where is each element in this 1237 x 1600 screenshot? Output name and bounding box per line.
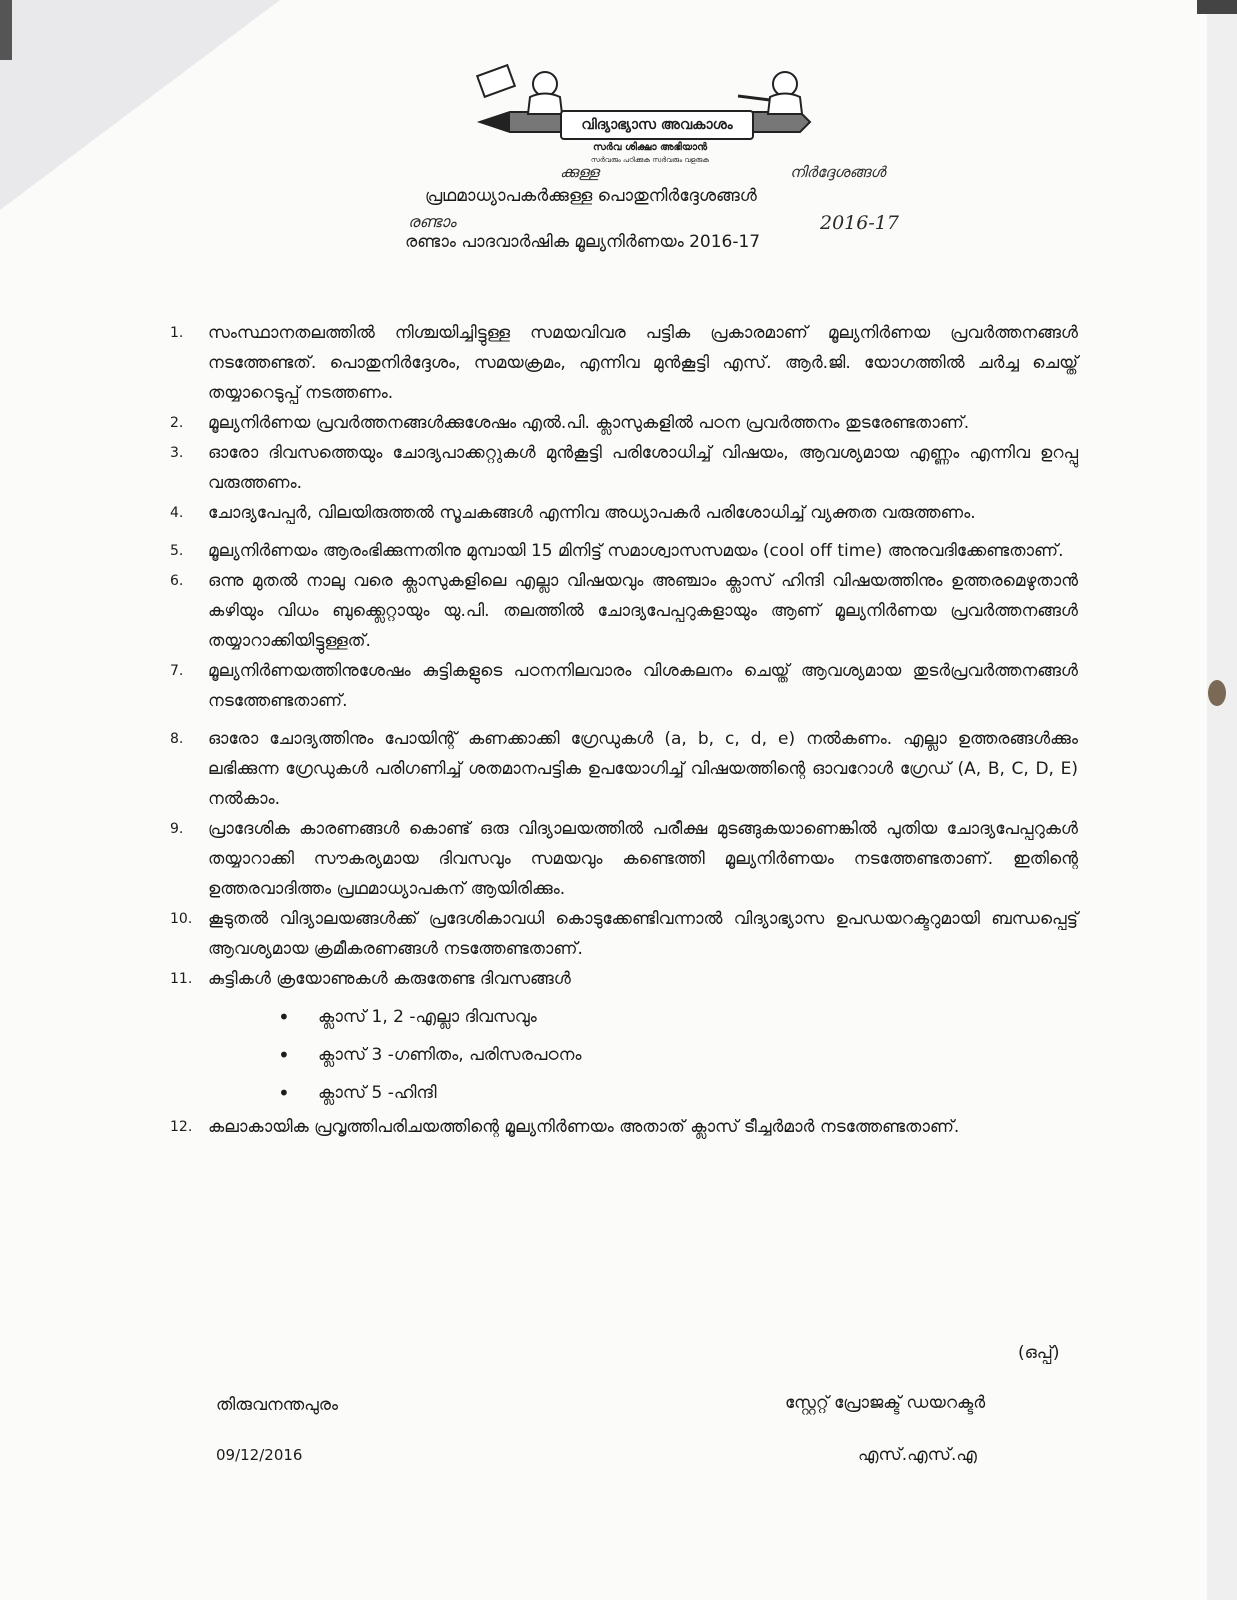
document-date: 09/12/2016 [216,1446,303,1464]
item-text: മൂല്യനിർണയം ആരംഭിക്കുന്നതിനു മുമ്പായി 15 മിനിട്ട് സമാശ്വാസസമയം (cool off time) അനുവദിക്കേണ്ടതാണ്. [208,541,1064,561]
list-item [170,1112,1078,1142]
item-text: ഒന്നു മുതൽ നാലു വരെ ക്ലാസുകളിലെ എല്ലാ വിഷയവും അഞ്ചാം ക്ലാസ് ഹിന്ദി വിഷയത്തിനും ഉത്തരമെഴുതാൻ കഴിയും വിധം ബുക്ക്ലെറ്റായും യു.പി. തലത്തിൽ ചോദ്യപേപ്പറുകളായും ആണ് മൂല്യനിർണയ പ്രവർത്തനങ്ങൾ തയ്യാറാക്കിയിട്ടുള്ളത്. [208,571,1078,651]
ssa-logo [470,62,830,174]
crayon-days-list [278,998,1078,1112]
item-number: 1. [170,325,184,341]
item-text: മൂല്യനിർണയ പ്രവർത്തനങ്ങൾക്കുശേഷം എൽ.പി. ക്ലാസുകളിൽ പഠന പ്രവർത്തനം തുടരേണ്ടതാണ്. [208,413,970,433]
item-number: 12. [170,1119,193,1135]
document-title: പ്രഥമാധ്യാപകർക്കുള്ള പൊതുനിർദ്ദേശങ്ങൾ [425,186,757,206]
item-text: കൂടുതൽ വിദ്യാലയങ്ങൾക്ക് പ്രദേശികാവധി കൊടുക്കേണ്ടിവന്നാൽ വിദ്യാഭ്യാസ ഉപഡയറക്ടറുമായി ബന്ധപ്പെട്ട് ആവശ്യമായ ക്രമീകരണങ്ങൾ നടത്തേണ്ടതാണ്. [208,909,1078,959]
item-text: കലാകായിക പ്രവൃത്തിപരിചയത്തിന്റെ മൂല്യനിർണയം അതാത് ക്ലാസ് ടീച്ചർമാർ നടത്തേണ്ടതാണ്. [208,1117,960,1137]
document-subtitle: രണ്ടാം പാദവാർഷിക മൂല്യനിർണയം 2016-17 [405,232,761,252]
logo-text: വിദ്യാഭ്യാസ അവകാശം [560,110,754,140]
item-number: 7. [170,663,184,679]
list-item [170,904,1078,964]
scan-mark [0,0,12,60]
item-text: ഓരോ ചോദ്യത്തിനും പോയിന്റ് കണക്കാക്കി ഗ്രേഡുകൾ (a, b, c, d, e) നൽകണം. എല്ലാ ഉത്തരങ്ങൾക്കും ലഭിക്കുന്ന ഗ്രേഡുകൾ പരിഗണിച്ച് ശതമാനപട്ടിക ഉപയോഗിച്ച് വിഷയത്തിന്റെ ഓവറോൾ ഗ്രേഡ് (A, B, C, D, E) നൽകാം. [208,729,1078,809]
item-text: ഓരോ ദിവസത്തെയും ചോദ്യപാക്കറ്റുകൾ മുൻകൂട്ടി പരിശോധിച്ച് വിഷയം, ആവശ്യമായ എണ്ണം എന്നിവ ഉറപ്പു വരുത്തണം. [208,443,1078,493]
list-item [170,438,1078,498]
bullet-item [278,1074,1078,1112]
item-number: 10. [170,911,193,927]
bullet-text: ക്ലാസ് 5 -ഹിന്ദി [318,1083,437,1103]
list-item [170,536,1078,566]
handwritten-note: നിർദ്ദേശങ്ങൾ [790,163,886,181]
bullet-item [278,998,1078,1036]
signatory-organization: എസ്.എസ്.എ [858,1445,977,1465]
list-item [170,408,1078,438]
bullet-icon: • [278,1043,290,1067]
item-number: 5. [170,543,184,559]
item-text: സംസ്ഥാനതലത്തിൽ നിശ്ചയിച്ചിട്ടുള്ള സമയവിവര പട്ടിക പ്രകാരമാണ് മൂല്യനിർണയ പ്രവർത്തനങ്ങൾ നടത്തേണ്ടത്. പൊതുനിർദ്ദേശം, സമയക്രമം, എന്നിവ മുൻകൂട്ടി എസ്. ആർ.ജി. യോഗത്തിൽ ചർച്ച ചെയ്ത് തയ്യാറെടുപ്പ് നടത്തണം. [208,323,1078,403]
item-number: 6. [170,573,184,589]
item-text: ചോദ്യപേപ്പർ, വിലയിരുത്തൽ സൂചകങ്ങൾ എന്നിവ അധ്യാപകർ പരിശോധിച്ച് വ്യക്തത വരുത്തണം. [208,503,976,523]
list-item [170,656,1078,716]
bullet-text: ക്ലാസ് 1, 2 -എല്ലാ ദിവസവും [318,1007,537,1027]
place-name: തിരുവനന്തപുരം [216,1395,338,1415]
handwritten-note: രണ്ടാം [408,212,456,231]
signatory-designation: സ്റ്റേറ്റ് പ്രോജക്ട് ഡയറക്ടർ [785,1393,986,1413]
instruction-list [170,318,1078,1142]
item-number: 8. [170,731,184,747]
bullet-icon: • [278,1081,290,1105]
list-item [170,814,1078,904]
list-item [170,724,1078,814]
bullet-icon: • [278,1005,290,1029]
handwritten-note: 2016-17 [820,212,899,234]
item-text: പ്രാദേശിക കാരണങ്ങൾ കൊണ്ട് ഒരു വിദ്യാലയത്തിൽ പരീക്ഷ മുടങ്ങുകയാണെങ്കിൽ പുതിയ ചോദ്യപേപ്പറുകൾ തയ്യാറാക്കി സൗകര്യമായ ദിവസവും സമയവും കണ്ടെത്തി മൂല്യനിർണയം നടത്തേണ്ടതാണ്. ഇതിന്റെ ഉത്തരവാദിത്തം പ്രഥമാധ്യാപകന് ആയിരിക്കും. [208,819,1078,899]
paper-stain [1208,680,1226,706]
folded-corner [0,0,280,210]
item-number: 9. [170,821,184,837]
item-text: മൂല്യനിർണയത്തിനുശേഷം കുട്ടികളുടെ പഠനനിലവാരം വിശകലനം ചെയ്ത് ആവശ്യമായ തുടർപ്രവർത്തനങ്ങൾ നടത്തേണ്ടതാണ്. [208,661,1078,711]
logo-subtitle: സർവ ശിക്ഷാ അഭിയാൻ [592,142,708,153]
signature-mark: (ഒപ്പ്) [1018,1343,1060,1363]
bullet-text: ക്ലാസ് 3 -ഗണിതം, പരിസരപഠനം [318,1045,582,1065]
item-number: 11. [170,971,193,987]
scan-mark-top [1197,0,1237,14]
list-item [170,964,1078,1112]
logo-tagline: സർവരും പഠിക്കുക സർവരും വളരുക [590,156,710,164]
item-number: 4. [170,505,184,521]
bullet-item [278,1036,1078,1074]
item-text: കുട്ടികൾ ക്രയോണുകൾ കരുതേണ്ട ദിവസങ്ങൾ [208,969,571,989]
handwritten-note: ക്കുള്ള [560,163,599,181]
item-number: 3. [170,445,184,461]
list-item [170,566,1078,656]
list-item [170,318,1078,408]
list-item [170,498,1078,528]
scan-edge [1207,0,1237,1600]
item-number: 2. [170,415,184,431]
